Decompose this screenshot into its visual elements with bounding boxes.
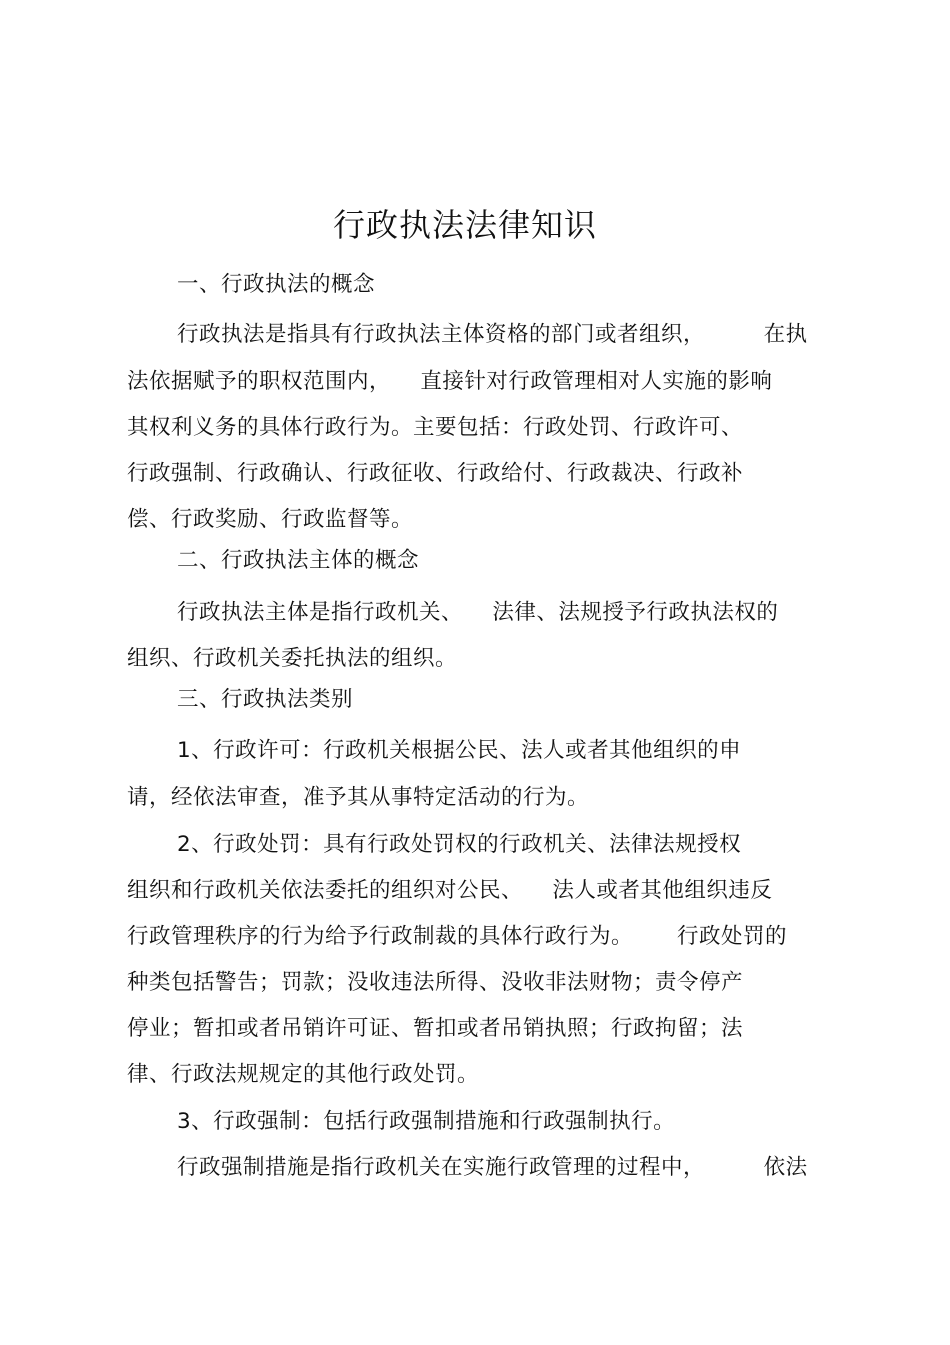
paragraph-line: 1、行政许可：行政机关根据公民、法人或者其他组织的申 — [177, 738, 742, 763]
paragraph-line: 停业；暂扣或者吊销许可证、暂扣或者吊销执照；行政拘留；法 — [127, 1016, 744, 1041]
paragraph-line: 法依据赋予的职权范围内， 直接针对行政管理相对人实施的影响 — [127, 369, 773, 394]
paragraph-line: 2、行政处罚：具有行政处罚权的行政机关、法律法规授权 — [177, 832, 742, 857]
paragraph-line: 行政管理秩序的行为给予行政制裁的具体行政行为。 行政处罚的 — [127, 924, 788, 949]
paragraph-line: 行政执法主体是指行政机关、 法律、法规授予行政执法权的 — [177, 600, 779, 625]
paragraph-line: 律、行政法规规定的其他行政处罚。 — [127, 1062, 480, 1087]
paragraph-line: 组织、行政机关委托执法的组织。 — [127, 646, 458, 671]
section-heading-2: 二、行政执法主体的概念 — [177, 548, 420, 573]
section-heading-1: 一、行政执法的概念 — [177, 272, 376, 297]
document-title: 行政执法法律知识 — [332, 206, 597, 244]
paragraph-line: 请，经依法审查，准予其从事特定活动的行为。 — [127, 785, 590, 810]
paragraph-line: 偿、行政奖励、行政监督等。 — [127, 507, 414, 532]
paragraph-line: 行政强制、行政确认、行政征收、行政给付、行政裁决、行政补 — [127, 461, 744, 486]
section-heading-3: 三、行政执法类别 — [177, 687, 354, 712]
paragraph-line: 其权利义务的具体行政行为。主要包括：行政处罚、行政许可、 — [127, 415, 744, 440]
paragraph-line: 组织和行政机关依法委托的组织对公民、 法人或者其他组织违反 — [127, 878, 773, 903]
paragraph-line: 3、行政强制：包括行政强制措施和行政强制执行。 — [177, 1109, 676, 1134]
paragraph-line: 种类包括警告；罚款；没收违法所得、没收非法财物；责令停产 — [127, 970, 744, 995]
paragraph-line: 行政强制措施是指行政机关在实施行政管理的过程中， 依法 — [177, 1155, 808, 1180]
paragraph-line: 行政执法是指具有行政执法主体资格的部门或者组织， 在执 — [177, 322, 808, 347]
